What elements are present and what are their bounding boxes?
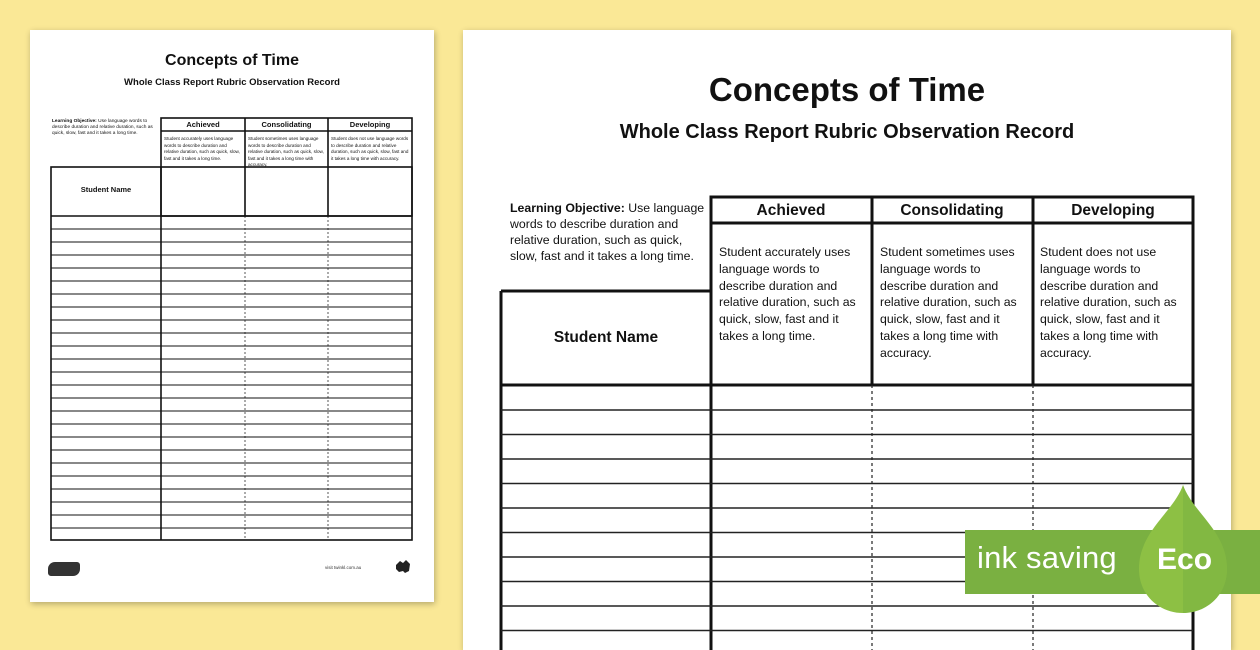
small-student-name-header: Student Name (80, 185, 132, 194)
australia-map-icon (394, 558, 412, 576)
eco-label: Eco (1157, 543, 1213, 576)
small-footer-text: visit twinkl.com.au (325, 565, 362, 570)
desc-developing: Student does not use language words to describe duration and relative duration, such as quick, slow, fast and it takes a long time with accuracy. (1040, 245, 1177, 360)
ink-saving-text: ink saving (977, 540, 1117, 575)
objective-label: Learning Objective: (510, 201, 625, 215)
small-objective-text: Use language words to describe duration and relative duration, such as quick, slow, fast and it takes a long time. (52, 119, 153, 137)
small-header-achieved: Achieved (186, 120, 220, 129)
header-consolidating: Consolidating (900, 202, 1004, 219)
desc-achieved: Student accurately uses language words to describe duration and relative duration, such as quick, slow, fast and it takes a long time. (719, 245, 856, 343)
page-subtitle: Whole Class Report Rubric Observation Record (619, 121, 1075, 143)
small-header-developing: Developing (349, 120, 391, 129)
desc-consolidating: Student sometimes uses language words to describe duration and relative duration, such as quick, slow, fast and it takes a long time with accuracy. (880, 245, 1017, 360)
small-rubric-table (30, 30, 434, 602)
small-page-preview (30, 30, 434, 602)
small-desc-achieved: Student accurately uses language words to describe duration and relative duration, such as quick, slow, fast and it takes a long time. (164, 136, 240, 161)
objective-text: Use language words to describe duration and relative duration, such as quick, slow, fast and it takes a long time. (510, 201, 705, 263)
small-objective-label: Learning Objective: (52, 119, 97, 124)
small-desc-consolidating: Student sometimes uses language words to describe duration and relative duration, such as quick, slow, fast and it takes a long time with accuracy. (248, 136, 324, 168)
header-developing: Developing (1071, 202, 1155, 219)
small-page-title: Concepts of Time (165, 52, 299, 69)
header-achieved: Achieved (756, 202, 826, 219)
student-name-header: Student Name (553, 329, 659, 346)
small-desc-developing: Student does not use language words to describe duration and relative duration, such as quick, slow, fast and it takes a long time with accuracy. (331, 136, 409, 161)
twinkl-logo-icon (48, 562, 80, 576)
page-title: Concepts of Time (708, 71, 986, 108)
small-header-consolidating: Consolidating (261, 120, 312, 129)
small-page-subtitle: Whole Class Report Rubric Observation Record (124, 77, 340, 88)
